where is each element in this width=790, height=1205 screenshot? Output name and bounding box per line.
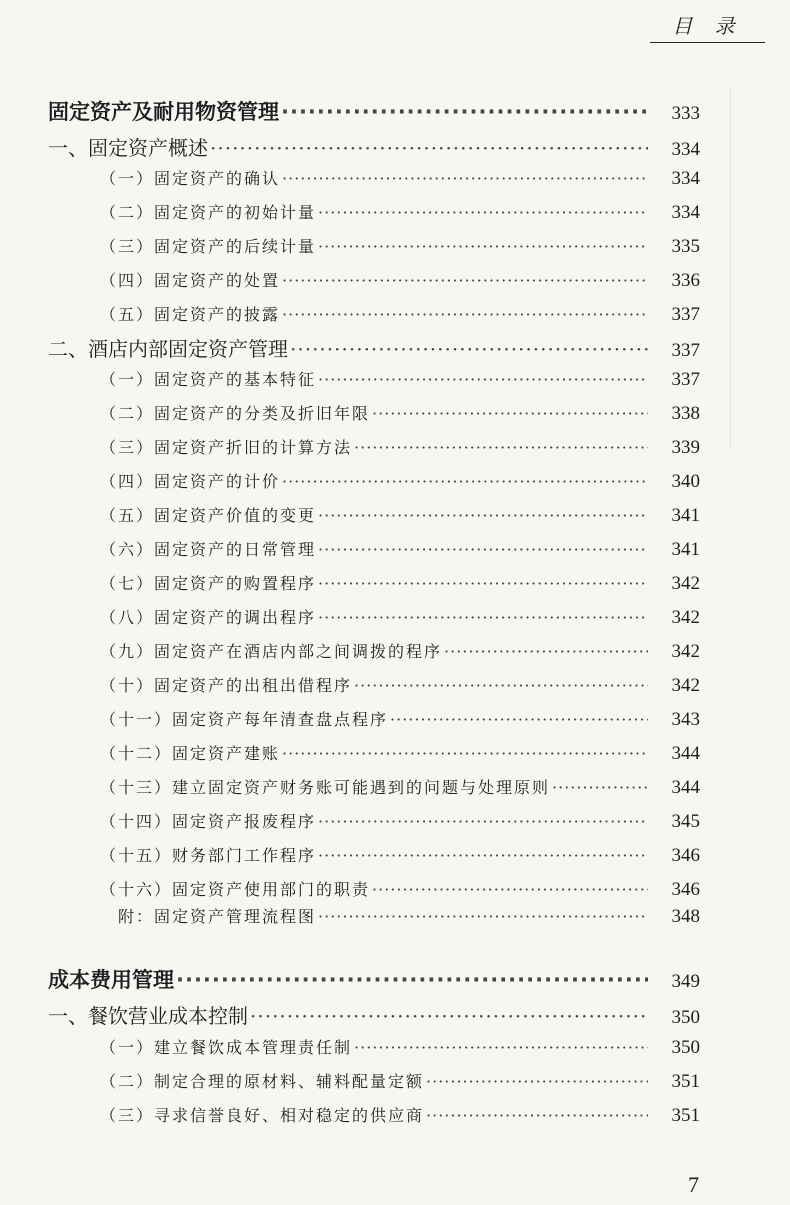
toc-entry-page: 338 [671,403,700,424]
toc-entry-title: （二）制定合理的原材料、辅料配量定额 [100,1072,425,1091]
toc-entry [100,469,700,493]
toc-entry [100,166,700,190]
toc-entry [100,571,700,595]
toc-leader-dots [354,438,648,457]
toc-entry [100,877,700,901]
toc-entry [100,268,700,292]
toc-leader-dots [250,1004,648,1028]
toc-entry-title: （十）固定资产的出租出借程序 [100,676,353,695]
toc-entry-page: 342 [671,573,700,594]
toc-leader-dots [282,744,648,763]
toc-entry-title: （五）固定资产价值的变更 [100,506,317,525]
toc-entry-title: （三）寻求信誉良好、相对稳定的供应商 [100,1106,425,1125]
toc-leader-dots [282,271,648,290]
toc-leader-dots [372,880,648,899]
toc-entry-title: 一、固定资产概述 [48,136,208,160]
toc-leader-dots [444,642,648,661]
toc-entry [100,435,700,459]
toc-entry-page: 349 [671,971,700,992]
toc-entry [100,639,700,663]
toc-leader-dots [318,237,648,256]
toc-leader-dots [390,710,648,729]
toc-leader-dots [282,305,648,324]
toc-entry [100,200,700,224]
toc-entry-page: 350 [671,1037,700,1058]
toc-entry-title: 附：固定资产管理流程图 [118,907,317,926]
toc-leader-dots [552,778,648,797]
toc-entry [100,1103,700,1127]
toc-entry-page: 334 [671,202,700,223]
toc-entry-page: 343 [671,709,700,730]
toc-entry [100,673,700,697]
toc-leader-dots [318,506,648,525]
toc-entry [100,741,700,765]
toc-entry-title: （四）固定资产的处置 [100,271,281,290]
toc-leader-dots [318,540,648,559]
toc-entry [100,234,700,258]
toc-entry [100,302,700,326]
toc-entry-page: 346 [671,845,700,866]
toc-leader-dots [281,100,648,124]
toc-entry-page: 342 [671,641,700,662]
toc-entry-title: （九）固定资产在酒店内部之间调拨的程序 [100,642,443,661]
toc-entry [100,809,700,833]
toc-entry-title: （十一）固定资产每年清查盘点程序 [100,710,389,729]
toc-entry-title: （二）固定资产的初始计量 [100,203,317,222]
toc-entry-title: （十四）固定资产报废程序 [100,812,317,831]
toc-entry-title: （十三）建立固定资产财务账可能遇到的问题与处理原则 [100,778,551,797]
toc-entry-title: （八）固定资产的调出程序 [100,608,317,627]
toc-entry [100,401,700,425]
toc-leader-dots [176,968,648,992]
toc-leader-dots [210,136,648,160]
toc-leader-dots [354,676,648,695]
toc-leader-dots [354,1038,648,1057]
toc-entry-page: 334 [671,168,700,189]
running-header: 目 录 [650,10,765,43]
toc-entry-page: 334 [671,139,700,160]
show-through-margin [730,90,771,450]
toc-leader-dots [318,370,648,389]
toc-leader-dots [426,1072,648,1091]
toc-leader-dots [318,812,648,831]
toc-entry-page: 339 [671,437,700,458]
toc-leader-dots [372,404,648,423]
toc-entry-page: 342 [671,675,700,696]
toc-entry [48,964,700,994]
toc-entry [100,503,700,527]
toc-leader-dots [318,846,648,865]
toc-entry [100,843,700,867]
toc-entry-page: 344 [671,777,700,798]
page-number: 7 [688,1172,699,1197]
toc-leader-dots [318,608,648,627]
toc-entry-title: （三）固定资产折旧的计算方法 [100,438,353,457]
toc-entry-title: 一、餐饮营业成本控制 [48,1004,248,1028]
toc-entry-page: 350 [671,1007,700,1028]
toc-entry [48,333,700,362]
toc-leader-dots [318,203,648,222]
toc-entry-page: 351 [671,1071,700,1092]
toc-entry [118,904,700,928]
toc-entry-page: 337 [671,369,700,390]
toc-entry-page: 336 [671,270,700,291]
toc-leader-dots [282,169,648,188]
toc-entry-title: （一）固定资产的基本特征 [100,370,317,389]
toc-entry [100,1069,700,1093]
toc-entry-title: （一）固定资产的确认 [100,169,281,188]
toc-entry-page: 344 [671,743,700,764]
toc-entry-page: 341 [671,505,700,526]
toc-entry [100,775,700,799]
toc-entry-page: 333 [671,103,700,124]
toc-entry [100,707,700,731]
toc-leader-dots [290,337,648,361]
toc-entry-title: 成本费用管理 [48,968,174,992]
toc-entry-title: 固定资产及耐用物资管理 [48,100,279,124]
toc-entry [48,1000,700,1029]
toc-entry-title: （六）固定资产的日常管理 [100,540,317,559]
toc-entry-title: （五）固定资产的披露 [100,305,281,324]
toc-entry [48,132,700,161]
toc-entry-title: （四）固定资产的计价 [100,472,281,491]
toc-entry-page: 340 [671,471,700,492]
toc-entry-title: （一）建立餐饮成本管理责任制 [100,1038,353,1057]
toc-entry-page: 348 [671,906,700,927]
toc-entry-title: （十二）固定资产建账 [100,744,281,763]
toc-entry-page: 335 [671,236,700,257]
toc-leader-dots [318,574,648,593]
toc-entry [100,537,700,561]
toc-entry-page: 342 [671,607,700,628]
toc-entry-page: 337 [671,304,700,325]
toc-leader-dots [318,907,648,926]
toc-entry-title: （十六）固定资产使用部门的职责 [100,880,371,899]
toc-entry [100,367,700,391]
toc-entry-title: （三）固定资产的后续计量 [100,237,317,256]
toc-entry-page: 351 [671,1105,700,1126]
toc-entry-title: （二）固定资产的分类及折旧年限 [100,404,371,423]
toc-entry-title: （七）固定资产的购置程序 [100,574,317,593]
toc-entry [100,1035,700,1059]
toc-entry [100,605,700,629]
toc-entry-page: 341 [671,539,700,560]
toc-entry-title: 二、酒店内部固定资产管理 [48,337,288,361]
toc-entry-page: 337 [671,340,700,361]
toc-entry [48,96,700,126]
toc-leader-dots [282,472,648,491]
toc-entry-page: 346 [671,879,700,900]
toc-entry-title: （十五）财务部门工作程序 [100,846,317,865]
toc-entry-page: 345 [671,811,700,832]
toc-leader-dots [426,1106,648,1125]
